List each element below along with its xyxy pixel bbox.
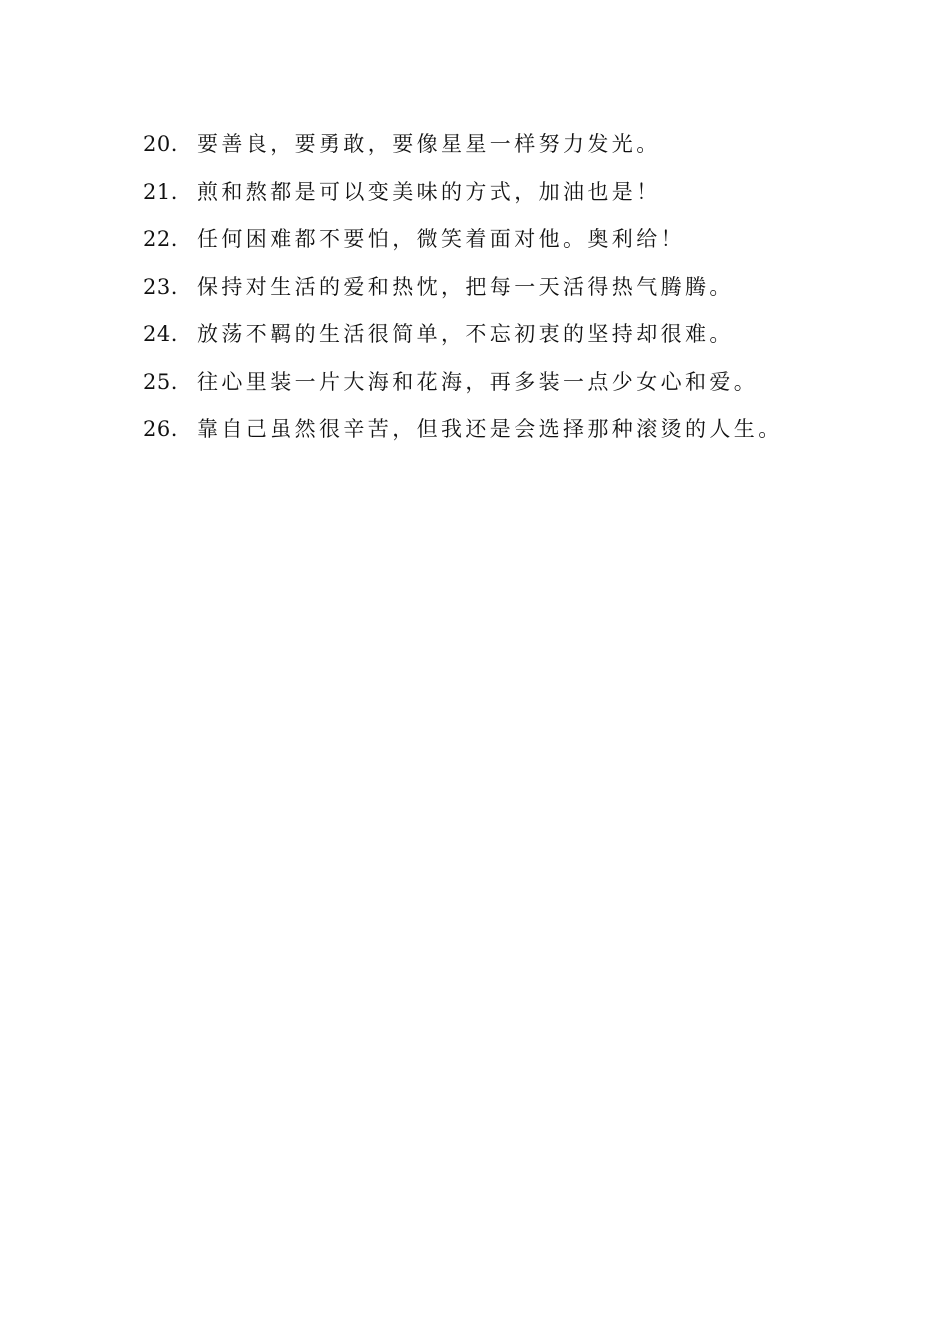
list-item <box>143 267 863 315</box>
item-number: 24. <box>143 322 178 346</box>
item-number: 26. <box>143 417 178 441</box>
item-number: 23. <box>143 274 178 299</box>
item-text: 保持对生活的爱和热忱，把每一天活得热气腾腾。 <box>197 274 734 299</box>
item-number: 25. <box>143 369 178 394</box>
item-text: 靠自己虽然很辛苦，但我还是会选择那种滚烫的人生。 <box>197 417 783 441</box>
quote-list <box>143 124 863 457</box>
item-number: 20. <box>143 132 178 156</box>
list-item <box>143 362 863 410</box>
list-item <box>143 409 863 457</box>
list-item <box>143 314 863 362</box>
item-text: 往心里装一片大海和花海，再多装一点少女心和爱。 <box>197 369 759 394</box>
list-item <box>143 124 863 172</box>
item-number: 21. <box>143 179 178 204</box>
item-text: 煎和熬都是可以变美味的方式，加油也是！ <box>197 179 661 204</box>
list-item <box>143 219 863 267</box>
item-text: 要善良，要勇敢，要像星星一样努力发光。 <box>197 132 661 156</box>
item-text: 放荡不羁的生活很简单，不忘初衷的坚持却很难。 <box>197 322 734 346</box>
item-text: 任何困难都不要怕，微笑着面对他。奥利给！ <box>197 227 685 251</box>
list-item <box>143 172 863 220</box>
item-number: 22. <box>143 227 178 251</box>
